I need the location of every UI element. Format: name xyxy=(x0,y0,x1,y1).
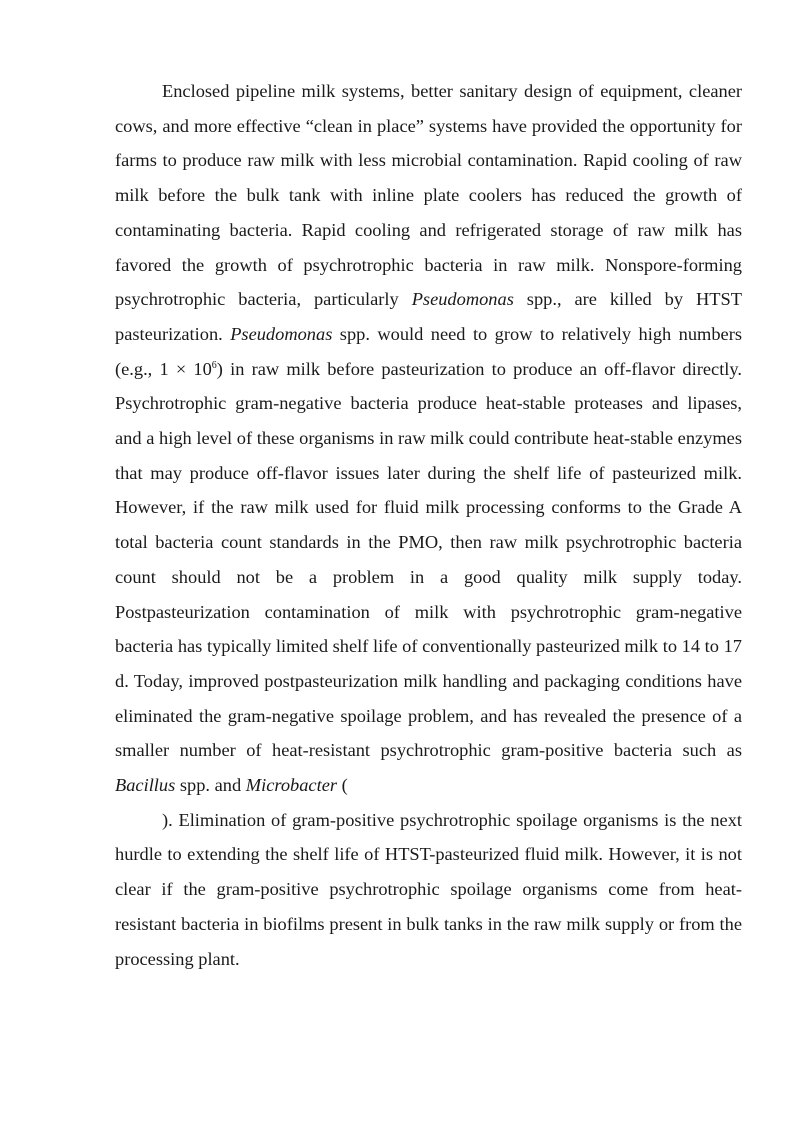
italic-genus-pseudomonas: Pseudomonas xyxy=(411,289,514,310)
text-run: spp. and xyxy=(175,775,246,796)
text-run: Enclosed pipeline milk systems, better sanitary design of equipment, cleaner cows, and more effective “clean in place” systems have provided the opportunity for farms to produce raw milk with less microbial contamination. Rapid cooling of raw milk before the bulk tank with inline plate coolers has reduced the growth of contaminating bacteria. Rapid cooling and refrigerated storage of raw milk has favored the growth of psychrotrophic bacteria in raw milk. Nonspore-forming psychrotrophic bacteria, particularly xyxy=(115,81,742,310)
text-run: ) in raw milk before pasteurization to produce an off-flavor directly. Psychrotrophic gram-negative bacteria produce heat-stable proteases and lipases, and a high level of these organisms in raw milk could contribute heat-stable enzymes that may produce off-flavor issues later during the shelf life of pasteurized milk. However, if the raw milk used for fluid milk processing conforms to the Grade A total bacteria count standards in the PMO, then raw milk psychrotrophic bacteria count should not be a problem in a good quality milk supply today. Postpasteurization contamination of milk with psychrotrophic gram-negative bacteria has typically limited shelf life of conventionally pasteurized milk to 14 to 17 d. Today, improved postpasteurization milk handling and packaging conditions have eliminated the gram-negative spoilage problem, and has revealed the presence of a smaller number of heat-resistant psychrotrophic gram-positive bacteria such as xyxy=(115,358,743,761)
text-run: spp., are killed by HTST pasteurization. xyxy=(115,289,742,344)
text-run: ). Elimination of gram-positive psychrotrophic spoilage organisms is the next hurdle to extending the shelf life of HTST-pasteurized fluid milk. However, it is not clear if the gram-positive psychrotrophic spoilage organisms come from heat-resistant bacteria in biofilms present in bulk tanks in the raw milk supply or from the processing plant. xyxy=(115,809,742,969)
text-run: ( xyxy=(337,775,348,796)
italic-genus-pseudomonas: Pseudomonas xyxy=(230,323,333,344)
italic-genus-bacillus: Bacillus xyxy=(115,775,176,796)
paragraph-2 xyxy=(115,803,742,977)
body-text xyxy=(115,74,742,976)
exponent: 6 xyxy=(211,359,217,371)
paragraph-1 xyxy=(115,74,742,803)
italic-genus-microbacter: Microbacter xyxy=(245,775,338,796)
text-run: spp. would need to grow to relatively high numbers (e.g., 1 × 10 xyxy=(115,323,742,379)
